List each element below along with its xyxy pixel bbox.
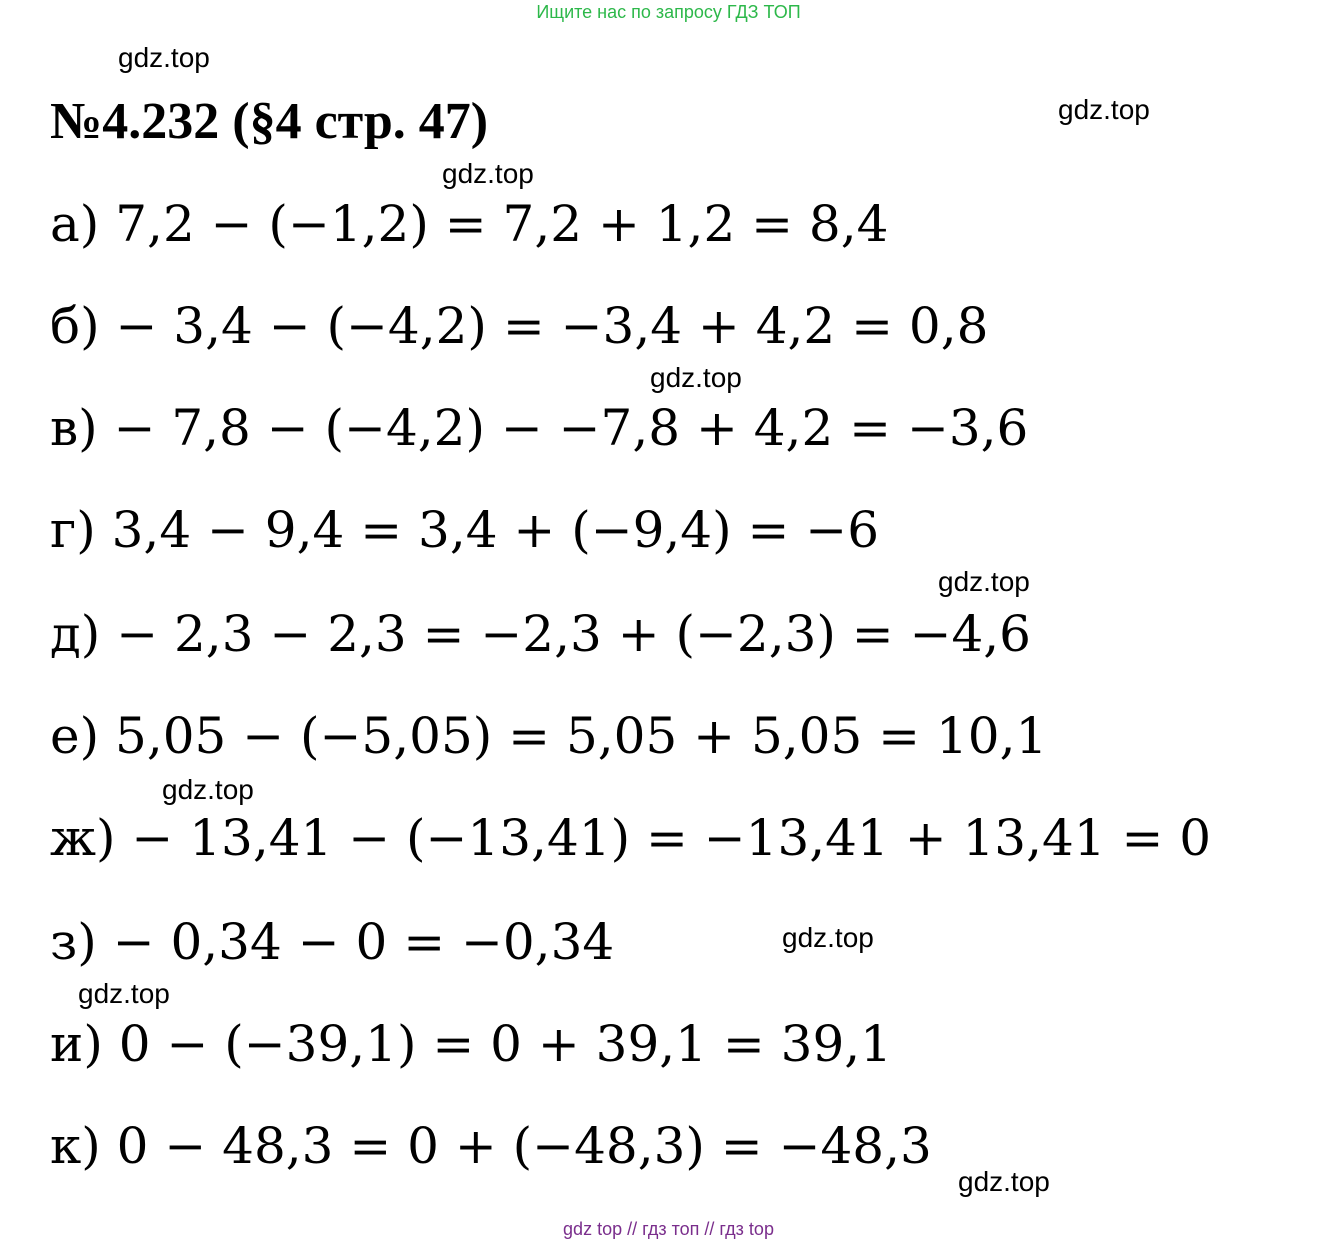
- equation-expression: 7,2 − (−1,2) = 7,2 + 1,2 = 8,4: [115, 195, 889, 253]
- equation-line-g: [50, 500, 879, 560]
- top-banner: Ищите нас по запросу ГДЗ ТОП: [536, 2, 801, 22]
- watermark: gdz.top: [958, 1166, 1050, 1197]
- equation-label: б): [50, 297, 100, 355]
- equation-expression: 5,05 − (−5,05) = 5,05 + 5,05 = 10,1: [115, 707, 1048, 765]
- equation-line-z: [50, 912, 614, 972]
- footer-watermark: gdz top // гдз топ // гдз top: [563, 1219, 774, 1239]
- equation-expression: 0 − (−39,1) = 0 + 39,1 = 39,1: [118, 1015, 892, 1073]
- equation-line-b: [50, 296, 988, 356]
- equation-label: в): [50, 399, 98, 457]
- equation-label: е): [50, 707, 100, 765]
- equation-expression: 3,4 − 9,4 = 3,4 + (−9,4) = −6: [111, 501, 880, 559]
- equation-line-e: [50, 706, 1047, 766]
- equation-label: ж): [50, 809, 116, 867]
- equation-expression: − 13,41 − (−13,41) = −13,41 + 13,41 = 0: [131, 809, 1212, 867]
- watermark: gdz.top: [650, 362, 742, 393]
- equation-line-v: [50, 398, 1028, 458]
- equation-expression: − 2,3 − 2,3 = −2,3 + (−2,3) = −4,6: [116, 605, 1031, 663]
- page-title: №4.232 (§4 стр. 47): [50, 93, 489, 150]
- equation-expression: − 7,8 − (−4,2) − −7,8 + 4,2 = −3,6: [113, 399, 1029, 457]
- equation-line-k: [50, 1116, 932, 1176]
- equation-label: г): [50, 501, 96, 559]
- equation-label: з): [50, 913, 97, 971]
- equation-label: и): [50, 1015, 103, 1073]
- equation-expression: 0 − 48,3 = 0 + (−48,3) = −48,3: [116, 1117, 932, 1175]
- watermark: gdz.top: [442, 158, 534, 189]
- watermark: gdz.top: [118, 42, 210, 73]
- equation-line-i: [50, 1014, 892, 1074]
- watermark: gdz.top: [162, 774, 254, 805]
- equation-line-a: [50, 194, 888, 254]
- equation-label: к): [50, 1117, 101, 1175]
- watermark: gdz.top: [1058, 94, 1150, 125]
- equation-expression: − 0,34 − 0 = −0,34: [112, 913, 615, 971]
- watermark: gdz.top: [938, 566, 1030, 597]
- watermark: gdz.top: [782, 922, 874, 953]
- equation-line-d: [50, 604, 1031, 664]
- equation-label: д): [50, 605, 101, 663]
- equation-line-zh: [50, 808, 1211, 868]
- equation-expression: − 3,4 − (−4,2) = −3,4 + 4,2 = 0,8: [115, 297, 989, 355]
- equation-label: а): [50, 195, 100, 253]
- watermark: gdz.top: [78, 978, 170, 1009]
